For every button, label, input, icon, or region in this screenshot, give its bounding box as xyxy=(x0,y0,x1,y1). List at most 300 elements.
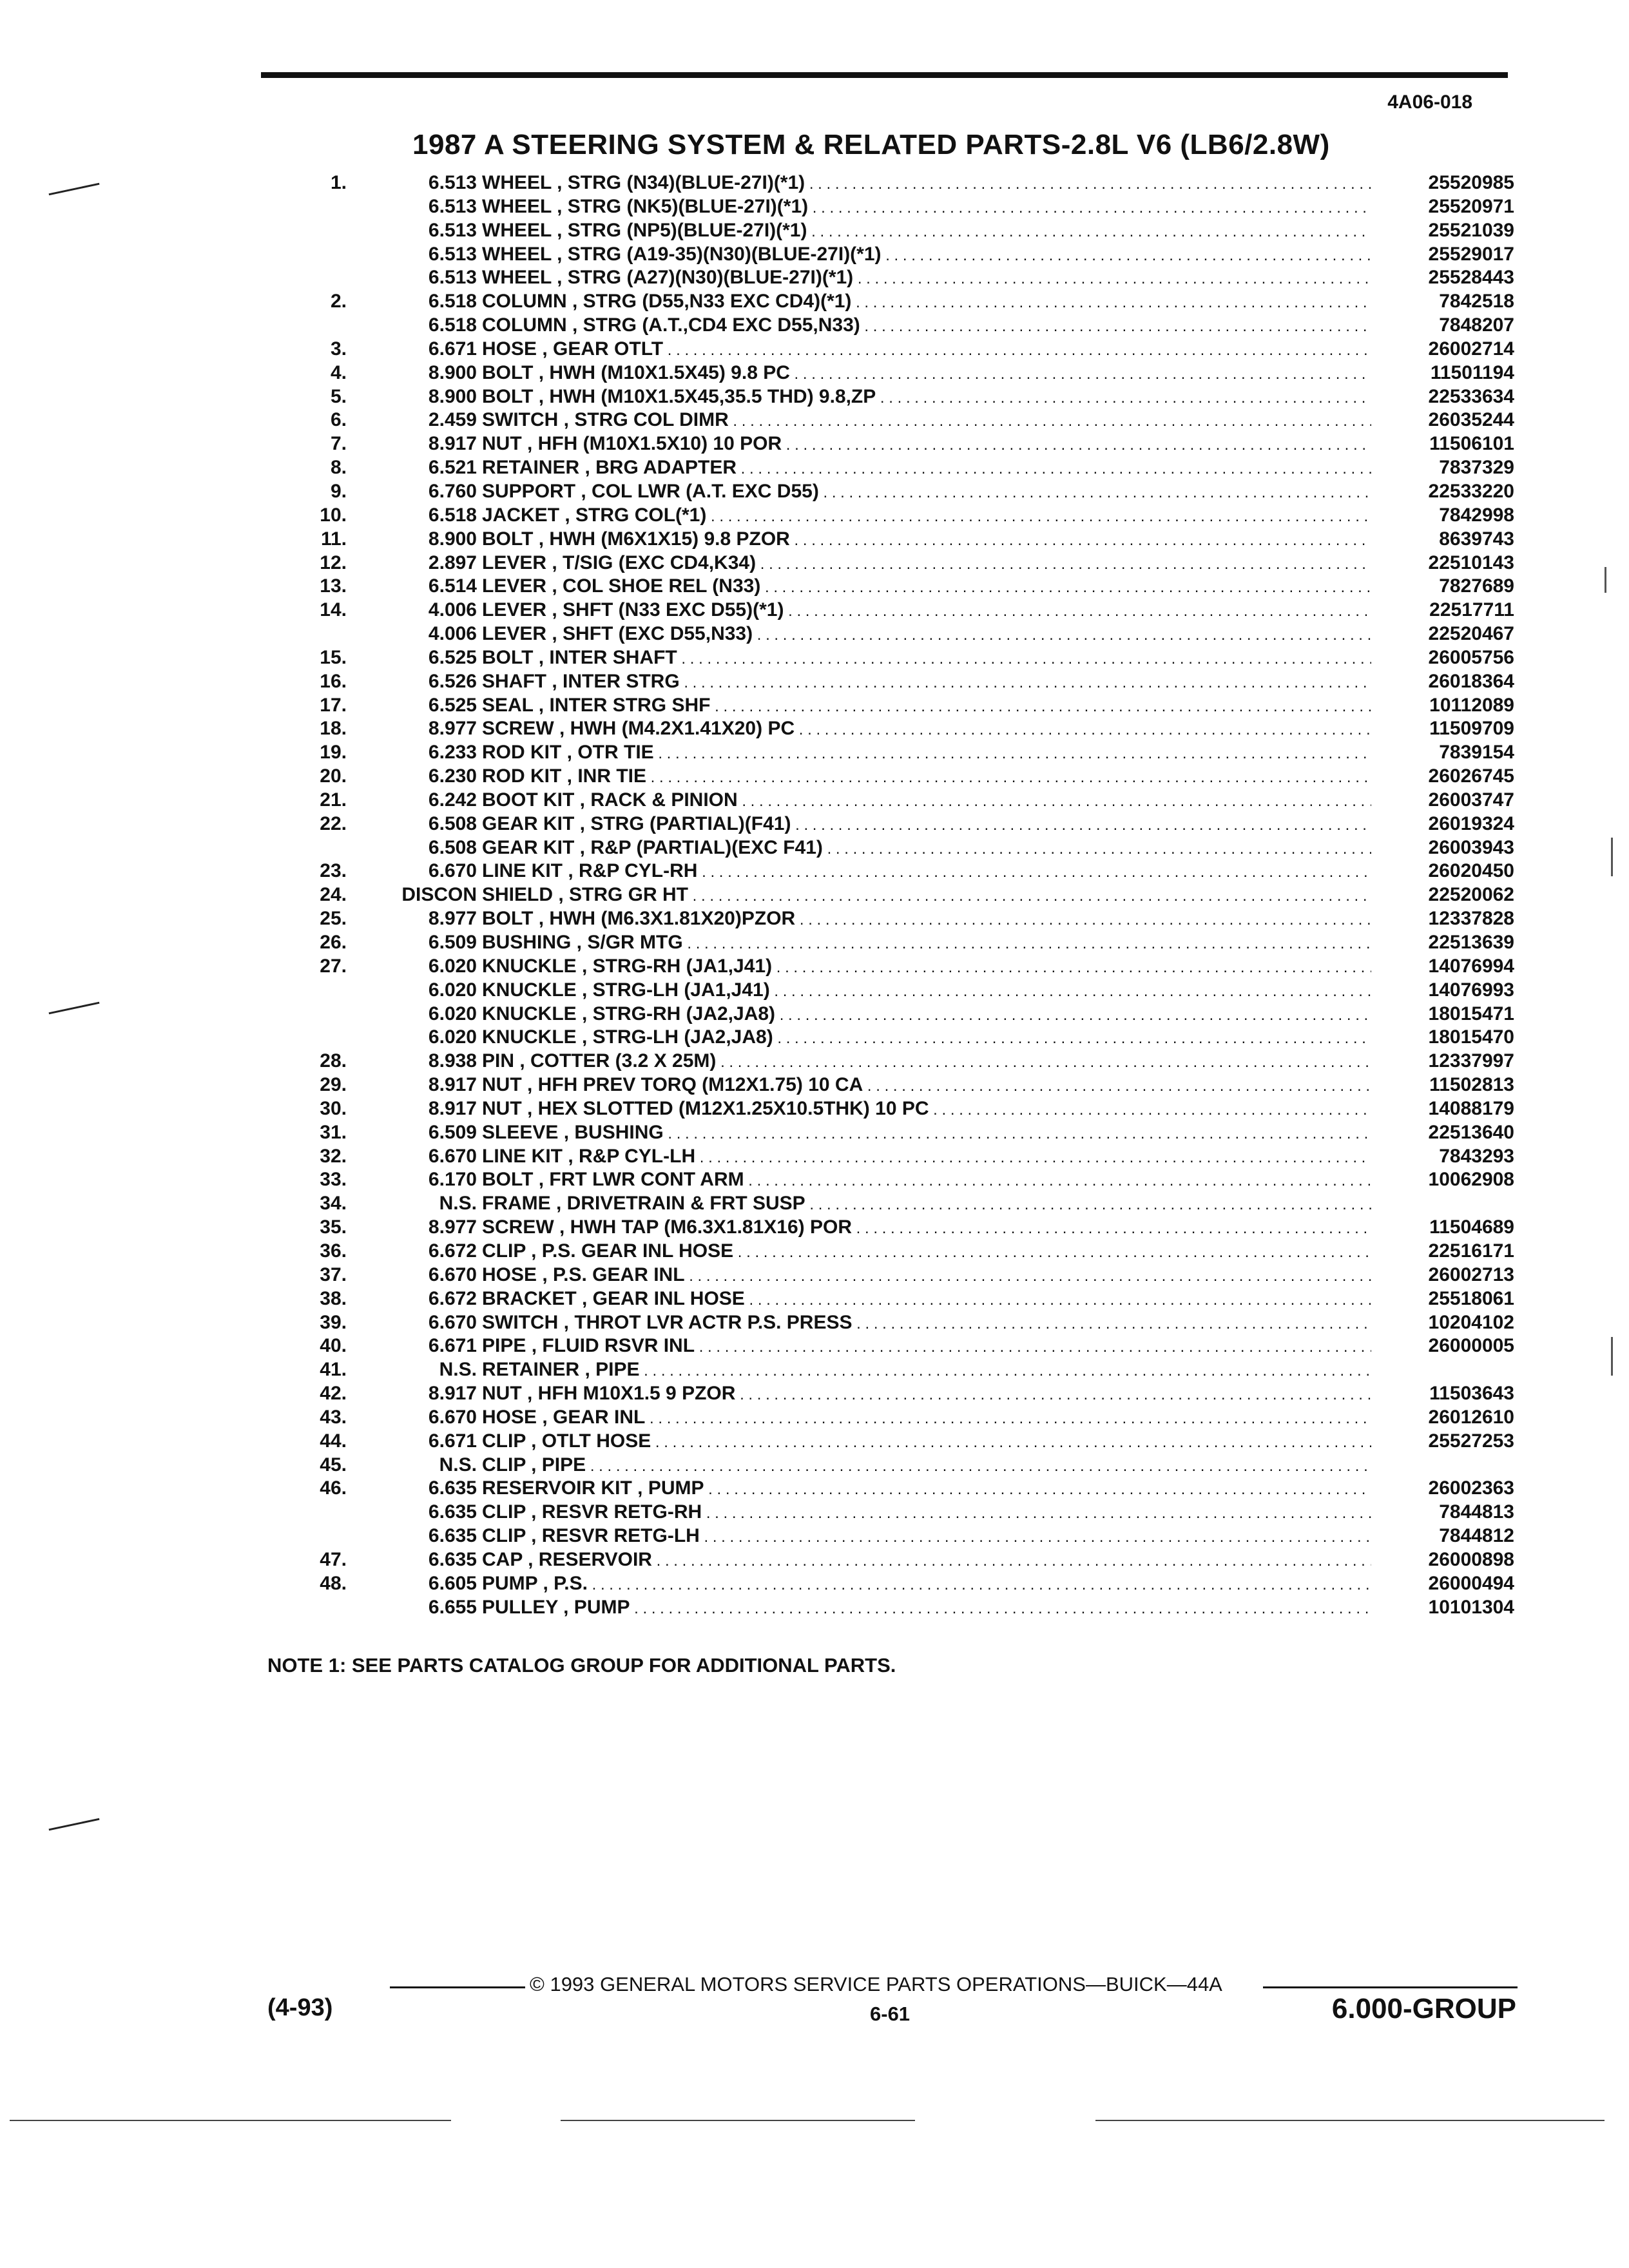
revision-date: (4-93) xyxy=(267,1994,333,2021)
part-number: 10101304 xyxy=(1428,1596,1514,1618)
part-description: SUPPORT , COL LWR (A.T. EXC D55) . . . xyxy=(482,480,1371,505)
part-row xyxy=(0,1454,1629,1477)
group-number: 8.917 xyxy=(428,1074,477,1096)
part-description: WHEEL , STRG (A19-35)(N30)(BLUE-27I)(*1) . . . xyxy=(482,243,1371,267)
part-number: 18015471 xyxy=(1428,1003,1514,1024)
part-number: 25529017 xyxy=(1428,243,1514,265)
ref-number: 8. xyxy=(330,457,347,479)
part-description: SHAFT , INTER STRG . . . xyxy=(482,670,1371,695)
part-row xyxy=(0,1430,1629,1454)
part-row xyxy=(0,219,1629,243)
part-number: 22513640 xyxy=(1428,1121,1514,1143)
group-number: N.S. xyxy=(439,1359,477,1381)
group-number: 6.170 xyxy=(428,1169,477,1191)
ref-number: 32. xyxy=(320,1145,347,1167)
part-row xyxy=(0,575,1629,599)
part-number: 11504689 xyxy=(1429,1216,1514,1238)
group-number: 6.242 xyxy=(428,789,477,811)
part-row xyxy=(0,480,1629,504)
group-number: DISCON xyxy=(401,884,477,906)
footer-rule-right xyxy=(1263,1986,1518,1988)
part-description: LEVER , T/SIG (EXC CD4,K34) . . . xyxy=(482,552,1371,576)
group-number: N.S. xyxy=(439,1193,477,1215)
group-number: 8.977 xyxy=(428,1216,477,1238)
group-number: 6.518 xyxy=(428,291,477,312)
part-number: 26005756 xyxy=(1428,646,1514,668)
part-row xyxy=(0,883,1629,907)
part-number: 7843293 xyxy=(1439,1145,1514,1167)
part-description: COLUMN , STRG (A.T.,CD4 EXC D55,N33) . . . xyxy=(482,314,1371,338)
scan-mark xyxy=(1605,567,1606,593)
ref-number: 4. xyxy=(330,361,347,383)
part-number: 26026745 xyxy=(1428,765,1514,787)
group-number: 6.513 xyxy=(428,219,477,241)
part-row xyxy=(0,789,1629,812)
group-number: 8.977 xyxy=(428,718,477,740)
part-row xyxy=(0,907,1629,931)
group-number: 6.525 xyxy=(428,694,477,716)
ref-number: 33. xyxy=(320,1169,347,1191)
part-description: RESERVOIR KIT , PUMP . . . xyxy=(482,1477,1371,1501)
part-number: 26003943 xyxy=(1428,836,1514,858)
part-description: WHEEL , STRG (A27)(N30)(BLUE-27I)(*1) . . . xyxy=(482,266,1371,291)
part-description: PUMP , P.S. . . . xyxy=(482,1572,1371,1597)
part-description: BOLT , HWH (M6.3X1.81X20)PZOR . . . xyxy=(482,907,1371,932)
part-row xyxy=(0,1596,1629,1620)
part-number: 22533634 xyxy=(1428,385,1514,407)
ref-number: 27. xyxy=(320,955,347,977)
part-row xyxy=(0,1406,1629,1430)
part-row xyxy=(0,290,1629,314)
part-description: PIPE , FLUID RSVR INL . . . xyxy=(482,1334,1371,1359)
part-description: BUSHING , S/GR MTG . . . xyxy=(482,931,1371,956)
part-row xyxy=(0,266,1629,290)
part-row xyxy=(0,171,1629,195)
group-number: 6.635 xyxy=(428,1501,477,1523)
part-number: 11506101 xyxy=(1429,433,1514,455)
part-description: LINE KIT , R&P CYL-LH . . . xyxy=(482,1145,1371,1169)
group-number: 6.760 xyxy=(428,480,477,502)
part-row xyxy=(0,408,1629,432)
part-number: 26002363 xyxy=(1428,1477,1514,1499)
part-row xyxy=(0,1501,1629,1524)
part-number: 8639743 xyxy=(1439,528,1514,550)
part-description: KNUCKLE , STRG-LH (JA1,J41) . . . xyxy=(482,979,1371,1003)
part-number: 11509709 xyxy=(1429,718,1514,740)
part-description: PULLEY , PUMP . . . xyxy=(482,1596,1371,1620)
group-number: 6.513 xyxy=(428,243,477,265)
part-number: 7848207 xyxy=(1439,314,1514,336)
part-description: SLEEVE , BUSHING . . . xyxy=(482,1121,1371,1146)
part-number: 26000494 xyxy=(1428,1572,1514,1594)
ref-number: 5. xyxy=(330,385,347,407)
part-row xyxy=(0,552,1629,575)
group-number: 2.897 xyxy=(428,552,477,573)
ref-number: 3. xyxy=(330,338,347,360)
group-number: 6.020 xyxy=(428,955,477,977)
group-number: 6.670 xyxy=(428,1311,477,1333)
part-description: LEVER , COL SHOE REL (N33) . . . xyxy=(482,575,1371,599)
part-row xyxy=(0,1216,1629,1240)
part-description: LINE KIT , R&P CYL-RH . . . xyxy=(482,860,1371,884)
ref-number: 43. xyxy=(320,1406,347,1428)
group-number: 8.938 xyxy=(428,1050,477,1072)
part-description: ROD KIT , INR TIE . . . xyxy=(482,765,1371,789)
part-row xyxy=(0,741,1629,765)
part-description: HOSE , GEAR OTLT . . . xyxy=(482,338,1371,362)
part-description: CLIP , RESVR RETG-LH . . . xyxy=(482,1524,1371,1549)
part-row xyxy=(0,836,1629,860)
part-row xyxy=(0,670,1629,694)
scan-line xyxy=(1095,2120,1605,2121)
part-description: RETAINER , PIPE . . . xyxy=(482,1358,1371,1383)
part-number: 25521039 xyxy=(1428,219,1514,241)
ref-number: 1. xyxy=(330,172,347,193)
group-number: 6.513 xyxy=(428,172,477,193)
part-number: 11503643 xyxy=(1429,1383,1514,1405)
part-number: 7837329 xyxy=(1439,457,1514,479)
part-number: 22520467 xyxy=(1428,623,1514,645)
part-description: NUT , HFH M10X1.5 9 PZOR . . . xyxy=(482,1382,1371,1407)
ref-number: 2. xyxy=(330,291,347,312)
part-description: CAP , RESERVOIR . . . xyxy=(482,1548,1371,1573)
ref-number: 26. xyxy=(320,932,347,953)
part-row xyxy=(0,243,1629,267)
ref-number: 17. xyxy=(320,694,347,716)
group-number: 6.513 xyxy=(428,195,477,217)
part-description: KNUCKLE , STRG-RH (JA2,JA8) . . . xyxy=(482,1003,1371,1027)
part-number: 14088179 xyxy=(1428,1097,1514,1119)
group-number: 6.508 xyxy=(428,836,477,858)
part-number: 10062908 xyxy=(1428,1169,1514,1191)
ref-number: 7. xyxy=(330,433,347,455)
group-number: 6.671 xyxy=(428,1335,477,1357)
ref-number: 47. xyxy=(320,1548,347,1570)
part-row xyxy=(0,599,1629,622)
part-row xyxy=(0,361,1629,385)
group-number: 6.635 xyxy=(428,1525,477,1547)
part-number: 26020450 xyxy=(1428,860,1514,882)
ref-number: 45. xyxy=(320,1454,347,1475)
part-description: KNUCKLE , STRG-LH (JA2,JA8) . . . xyxy=(482,1026,1371,1050)
part-row xyxy=(0,1334,1629,1358)
part-description: GEAR KIT , R&P (PARTIAL)(EXC F41) . . . xyxy=(482,836,1371,861)
part-row xyxy=(0,195,1629,219)
group-number: 8.917 xyxy=(428,1383,477,1405)
group-number: 6.672 xyxy=(428,1240,477,1262)
part-description: SWITCH , STRG COL DIMR . . . xyxy=(482,408,1371,433)
part-number: 26035244 xyxy=(1428,409,1514,431)
page-id: 4A06-018 xyxy=(1387,91,1472,113)
footnote: NOTE 1: SEE PARTS CATALOG GROUP FOR ADDITIONAL PARTS. xyxy=(267,1654,896,1677)
part-description: NUT , HEX SLOTTED (M12X1.25X10.5THK) 10 PC . . . xyxy=(482,1097,1371,1122)
group-number: 6.671 xyxy=(428,338,477,360)
part-description: KNUCKLE , STRG-RH (JA1,J41) . . . xyxy=(482,955,1371,979)
scan-mark xyxy=(1611,838,1613,876)
group-number: 4.006 xyxy=(428,599,477,621)
part-description: LEVER , SHFT (EXC D55,N33) . . . xyxy=(482,622,1371,647)
part-description: CLIP , OTLT HOSE . . . xyxy=(482,1430,1371,1454)
footer-rule-left xyxy=(390,1986,525,1988)
part-number: 26003747 xyxy=(1428,789,1514,811)
part-row xyxy=(0,1097,1629,1121)
part-description: BOLT , HWH (M10X1.5X45,35.5 THD) 9.8,ZP . . . xyxy=(482,385,1371,410)
ref-number: 35. xyxy=(320,1216,347,1238)
ref-number: 13. xyxy=(320,575,347,597)
part-row xyxy=(0,1240,1629,1264)
part-description: PIN , COTTER (3.2 X 25M) . . . xyxy=(482,1050,1371,1074)
ref-number: 20. xyxy=(320,765,347,787)
part-row xyxy=(0,979,1629,1003)
part-number: 10204102 xyxy=(1428,1311,1514,1333)
part-description: ROD KIT , OTR TIE . . . xyxy=(482,741,1371,765)
group-number: 6.020 xyxy=(428,979,477,1001)
ref-number: 21. xyxy=(320,789,347,811)
part-number: 11501194 xyxy=(1430,361,1514,383)
part-number: 7844812 xyxy=(1439,1525,1514,1547)
group-number: 6.508 xyxy=(428,812,477,834)
part-row xyxy=(0,528,1629,552)
part-description: COLUMN , STRG (D55,N33 EXC CD4)(*1) . . . xyxy=(482,290,1371,314)
part-row xyxy=(0,1524,1629,1548)
group-number: 6.518 xyxy=(428,504,477,526)
part-description: BRACKET , GEAR INL HOSE . . . xyxy=(482,1287,1371,1312)
group-number: 6.513 xyxy=(428,267,477,289)
ref-number: 38. xyxy=(320,1287,347,1309)
part-row xyxy=(0,432,1629,456)
group-number: 6.020 xyxy=(428,1026,477,1048)
ref-number: 11. xyxy=(320,528,347,550)
ref-number: 46. xyxy=(320,1477,347,1499)
group-number: 6.518 xyxy=(428,314,477,336)
part-number: 25520971 xyxy=(1428,195,1514,217)
part-row xyxy=(0,1003,1629,1026)
scan-line xyxy=(561,2120,915,2121)
group-number: 6.671 xyxy=(428,1430,477,1452)
ref-number: 40. xyxy=(320,1335,347,1357)
part-row xyxy=(0,717,1629,741)
part-row xyxy=(0,456,1629,480)
part-row xyxy=(0,1192,1629,1216)
group-number: 6.672 xyxy=(428,1287,477,1309)
part-row xyxy=(0,1358,1629,1382)
part-row xyxy=(0,1264,1629,1287)
ref-number: 12. xyxy=(320,552,347,573)
part-description: CLIP , PIPE . . . xyxy=(482,1454,1371,1478)
ref-number: 34. xyxy=(320,1193,347,1215)
part-description: BOLT , INTER SHAFT . . . xyxy=(482,646,1371,671)
part-number: 22517711 xyxy=(1429,599,1514,621)
ref-number: 41. xyxy=(320,1359,347,1381)
part-row xyxy=(0,1287,1629,1311)
part-row xyxy=(0,955,1629,979)
ref-number: 9. xyxy=(330,480,347,502)
group-number: 4.006 xyxy=(428,623,477,645)
page-title: 1987 A STEERING SYSTEM & RELATED PARTS-2.8L V6 (LB6/2.8W) xyxy=(412,129,1330,160)
part-number: 25528443 xyxy=(1428,267,1514,289)
part-description: SEAL , INTER STRG SHF . . . xyxy=(482,694,1371,718)
part-description: FRAME , DRIVETRAIN & FRT SUSP . . . xyxy=(482,1192,1371,1216)
page-number: 6-61 xyxy=(870,2003,911,2025)
ref-number: 37. xyxy=(320,1264,347,1285)
group-number: 6.526 xyxy=(428,670,477,692)
ref-number: 30. xyxy=(320,1097,347,1119)
group-number: 6.514 xyxy=(428,575,477,597)
part-number: 26000005 xyxy=(1428,1335,1514,1357)
group-number: 8.900 xyxy=(428,528,477,550)
group-number: 8.900 xyxy=(428,361,477,383)
part-number: 14076993 xyxy=(1428,979,1514,1001)
part-number: 7844813 xyxy=(1439,1501,1514,1523)
ref-number: 24. xyxy=(320,884,347,906)
group-number: 6.525 xyxy=(428,646,477,668)
part-description: NUT , HFH PREV TORQ (M12X1.75) 10 CA . . . xyxy=(482,1073,1371,1098)
part-number: 7842998 xyxy=(1439,504,1514,526)
header-rule xyxy=(261,72,1508,78)
group-number: 6.509 xyxy=(428,932,477,953)
part-description: WHEEL , STRG (N34)(BLUE-27I)(*1) . . . xyxy=(482,171,1371,196)
part-description: CLIP , P.S. GEAR INL HOSE . . . xyxy=(482,1240,1371,1264)
part-row xyxy=(0,1145,1629,1169)
group-number: 6.230 xyxy=(428,765,477,787)
part-number: 26002713 xyxy=(1428,1264,1514,1285)
part-row xyxy=(0,1477,1629,1501)
part-number: 26012610 xyxy=(1428,1406,1514,1428)
part-row xyxy=(0,504,1629,528)
part-row xyxy=(0,765,1629,789)
group-number: 6.233 xyxy=(428,742,477,764)
group-number: 6.509 xyxy=(428,1121,477,1143)
part-row xyxy=(0,385,1629,409)
part-number: 22516171 xyxy=(1428,1240,1514,1262)
part-description: HOSE , GEAR INL . . . xyxy=(482,1406,1371,1430)
group-number: 6.521 xyxy=(428,457,477,479)
ref-number: 10. xyxy=(320,504,347,526)
scan-mark xyxy=(49,1818,100,1831)
group-number: 6.670 xyxy=(428,860,477,882)
group-number: 6.670 xyxy=(428,1406,477,1428)
part-number: 12337997 xyxy=(1428,1050,1514,1072)
part-number: 12337828 xyxy=(1428,908,1514,930)
group-number: N.S. xyxy=(439,1454,477,1475)
part-row xyxy=(0,1168,1629,1192)
ref-number: 44. xyxy=(320,1430,347,1452)
ref-number: 39. xyxy=(320,1311,347,1333)
part-row xyxy=(0,1311,1629,1335)
part-row xyxy=(0,860,1629,883)
part-row xyxy=(0,1548,1629,1572)
part-number: 26002714 xyxy=(1428,338,1514,360)
group-number: 6.020 xyxy=(428,1003,477,1024)
group-number: 8.900 xyxy=(428,385,477,407)
part-row xyxy=(0,646,1629,670)
part-description: LEVER , SHFT (N33 EXC D55)(*1) . . . xyxy=(482,599,1371,623)
group-number: 6.670 xyxy=(428,1264,477,1285)
part-description: BOLT , HWH (M6X1X15) 9.8 PZOR . . . xyxy=(482,528,1371,552)
ref-number: 28. xyxy=(320,1050,347,1072)
scan-line xyxy=(10,2120,451,2121)
part-description: HOSE , P.S. GEAR INL . . . xyxy=(482,1264,1371,1288)
part-description: JACKET , STRG COL(*1) . . . xyxy=(482,504,1371,528)
group-number: 6.605 xyxy=(428,1572,477,1594)
part-number: 7827689 xyxy=(1439,575,1514,597)
part-description: SWITCH , THROT LVR ACTR P.S. PRESS . . . xyxy=(482,1311,1371,1336)
ref-number: 23. xyxy=(320,860,347,882)
part-description: BOOT KIT , RACK & PINION . . . xyxy=(482,789,1371,813)
part-row xyxy=(0,1382,1629,1406)
part-description: SCREW , HWH TAP (M6.3X1.81X16) POR . . . xyxy=(482,1216,1371,1240)
part-description: WHEEL , STRG (NP5)(BLUE-27I)(*1) . . . xyxy=(482,219,1371,244)
ref-number: 22. xyxy=(320,812,347,834)
part-row xyxy=(0,314,1629,338)
part-row xyxy=(0,338,1629,361)
ref-number: 19. xyxy=(320,742,347,764)
part-row xyxy=(0,1073,1629,1097)
part-number: 26000898 xyxy=(1428,1548,1514,1570)
part-description: WHEEL , STRG (NK5)(BLUE-27I)(*1) . . . xyxy=(482,195,1371,220)
copyright: © 1993 GENERAL MOTORS SERVICE PARTS OPERATIONS—BUICK—44A xyxy=(530,1973,1222,1995)
ref-number: 42. xyxy=(320,1383,347,1405)
group-number: 8.977 xyxy=(428,908,477,930)
scan-mark xyxy=(1611,1337,1613,1376)
part-number: 7842518 xyxy=(1439,291,1514,312)
part-row xyxy=(0,812,1629,836)
part-number: 18015470 xyxy=(1428,1026,1514,1048)
group-number: 2.459 xyxy=(428,409,477,431)
part-description: SCREW , HWH (M4.2X1.41X20) PC . . . xyxy=(482,717,1371,742)
part-number: 11502813 xyxy=(1429,1074,1514,1096)
ref-number: 6. xyxy=(330,409,347,431)
group-number: 6.670 xyxy=(428,1145,477,1167)
part-description: RETAINER , BRG ADAPTER . . . xyxy=(482,456,1371,481)
part-number: 22510143 xyxy=(1428,552,1514,573)
part-number: 25527253 xyxy=(1428,1430,1514,1452)
part-description: GEAR KIT , STRG (PARTIAL)(F41) . . . xyxy=(482,812,1371,837)
part-description: CLIP , RESVR RETG-RH . . . xyxy=(482,1501,1371,1525)
ref-number: 15. xyxy=(320,646,347,668)
part-row xyxy=(0,622,1629,646)
group-number: 8.917 xyxy=(428,1097,477,1119)
part-row xyxy=(0,1050,1629,1073)
part-description: BOLT , HWH (M10X1.5X45) 9.8 PC . . . xyxy=(482,361,1371,386)
group-number: 6.655 xyxy=(428,1596,477,1618)
group-number: 6.635 xyxy=(428,1548,477,1570)
ref-number: 18. xyxy=(320,718,347,740)
part-row xyxy=(0,1572,1629,1596)
part-number: 26018364 xyxy=(1428,670,1514,692)
parts-list xyxy=(0,171,1629,1619)
part-number: 22520062 xyxy=(1428,884,1514,906)
part-number: 26019324 xyxy=(1428,812,1514,834)
ref-number: 31. xyxy=(320,1121,347,1143)
part-number: 25520985 xyxy=(1428,172,1514,193)
ref-number: 16. xyxy=(320,670,347,692)
ref-number: 14. xyxy=(320,599,347,621)
ref-number: 25. xyxy=(320,908,347,930)
part-row xyxy=(0,1026,1629,1050)
part-row xyxy=(0,1121,1629,1145)
part-description: NUT , HFH (M10X1.5X10) 10 POR . . . xyxy=(482,432,1371,457)
group-number: 8.917 xyxy=(428,433,477,455)
part-number: 7839154 xyxy=(1439,742,1514,764)
ref-number: 36. xyxy=(320,1240,347,1262)
ref-number: 29. xyxy=(320,1074,347,1096)
part-number: 22513639 xyxy=(1428,932,1514,953)
part-description: BOLT , FRT LWR CONT ARM . . . xyxy=(482,1168,1371,1193)
part-number: 14076994 xyxy=(1428,955,1514,977)
group-number: 6.635 xyxy=(428,1477,477,1499)
group-label: 6.000-GROUP xyxy=(1331,1993,1516,2024)
